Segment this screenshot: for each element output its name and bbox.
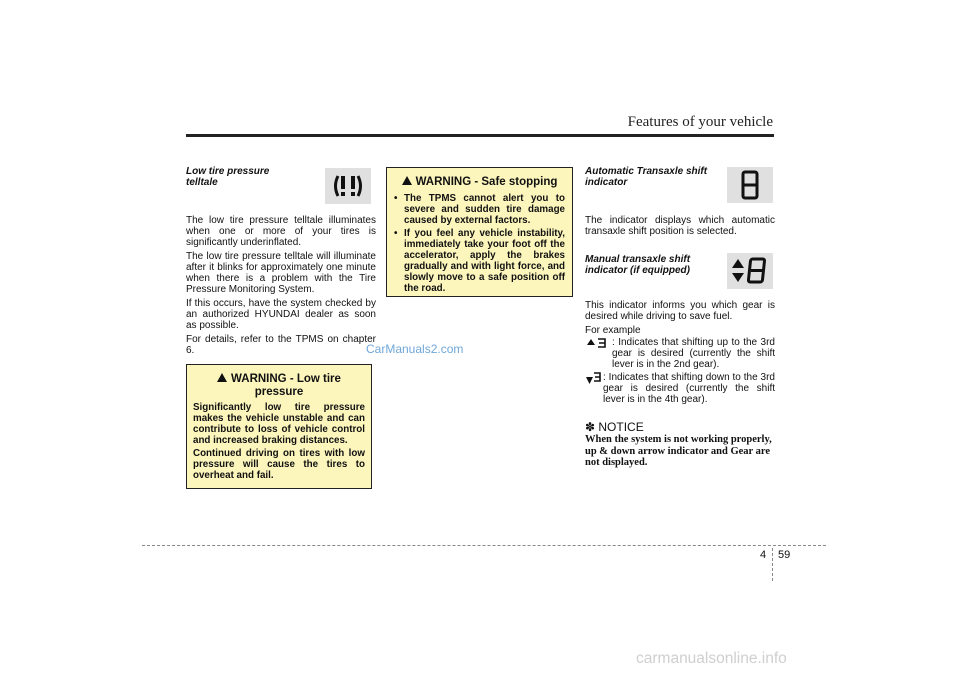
low-tire-pressure-text <box>186 215 376 359</box>
source-watermark: carmanualsonline.info <box>636 650 787 667</box>
watermark: CarManuals2.com <box>366 342 464 356</box>
paragraph: The indicator displays which automatic transaxle shift position is selected. <box>585 215 775 237</box>
low-tire-pressure-warning-box <box>186 364 372 489</box>
paragraph: This indicator informs you which gear is desired while driving to save fuel. <box>585 300 775 322</box>
heading-line-2: indicator <box>585 177 628 188</box>
safe-stopping-warning-box <box>386 167 573 297</box>
heading-line-2: indicator (if equipped) <box>585 265 690 276</box>
paragraph: The low tire pressure telltale will illuminate after it blinks for approximately one minute when there is a problem with the Tire Pressure Monitoring System. <box>186 251 376 295</box>
shift-up-3-icon <box>585 337 611 352</box>
shift-down-3-icon <box>585 372 603 389</box>
warning-title: WARNING - Low tire pressure <box>231 373 341 398</box>
shift-down-example <box>585 372 775 405</box>
chapter-number: 4 <box>760 549 767 561</box>
warning-triangle-icon <box>217 373 227 382</box>
warning-body <box>394 193 565 294</box>
automatic-transaxle-heading <box>585 166 707 188</box>
warning-bullet: • The TPMS cannot alert you to severe and sudden tire damage caused by external factors. <box>394 193 565 226</box>
manual-transaxle-text <box>585 300 775 407</box>
automatic-transaxle-text <box>585 215 775 240</box>
heading-line-2: telltale <box>186 177 218 188</box>
example-label: For example <box>585 325 641 336</box>
manual-transaxle-heading <box>585 254 690 276</box>
notice-label: ✽ NOTICE <box>585 420 644 434</box>
warning-heading <box>394 176 565 189</box>
heading-line-1: Manual transaxle shift <box>585 254 691 265</box>
paragraph: If this occurs, have the system checked by an authorized HYUNDAI dealer as soon as possible. <box>186 298 376 331</box>
warning-heading <box>193 373 365 399</box>
page-number: 59 <box>778 549 791 561</box>
heading-line-1: Automatic Transaxle shift <box>585 166 708 177</box>
warning-triangle-icon <box>402 176 412 185</box>
paragraph: For details, refer to the TPMS on chapter 6. <box>186 334 376 356</box>
tire-pressure-warning-icon <box>325 168 371 204</box>
page-number-divider <box>772 548 773 581</box>
notice-text: When the system is not working properly, up & down arrow indicator and Gear are not displayed. <box>585 434 772 468</box>
warning-paragraph: Continued driving on tires with low pressure will cause the tires to overheat and fail. <box>193 448 365 481</box>
shift-down-description: : Indicates that shifting down to the 3rd gear is desired (currently the shift lever is in the 4th gear). <box>603 372 775 405</box>
gear-display-icon <box>727 167 773 203</box>
paragraph: The low tire pressure telltale illuminates when one or more of your tires is significantly underinflated. <box>186 215 376 248</box>
heading-line-1: Low tire pressure <box>186 166 270 177</box>
header-divider <box>186 134 774 137</box>
low-tire-pressure-heading <box>186 166 269 188</box>
shift-up-description: : Indicates that shifting up to the 3rd gear is desired (currently the shift lever is in the 2nd gear). <box>612 337 775 370</box>
page-header-title: Features of your vehicle <box>627 114 773 130</box>
warning-paragraph: Significantly low tire pressure makes the vehicle unstable and can contribute to loss of vehicle control and increased braking distances. <box>193 402 365 446</box>
shift-up-example <box>585 337 775 370</box>
warning-bullet: • If you feel any vehicle instability, immediately take your foot off the accelerator, apply the brakes gradually and with light force, and slowly move to a safe position off the road. <box>394 228 565 294</box>
warning-title: WARNING - Safe stopping <box>415 176 558 188</box>
warning-body <box>193 402 365 481</box>
footer-divider <box>142 545 826 546</box>
notice-section <box>585 420 775 469</box>
shift-arrows-gear-icon <box>727 253 773 289</box>
